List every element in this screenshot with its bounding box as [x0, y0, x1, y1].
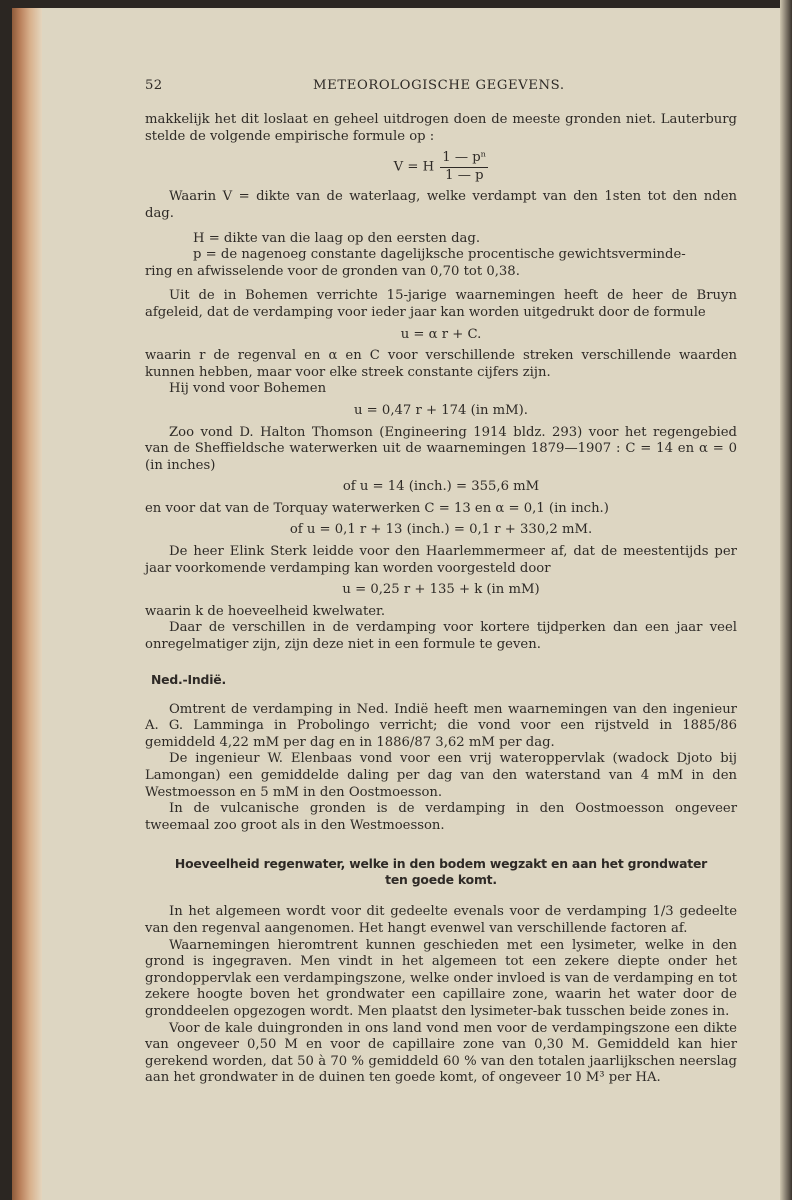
paragraph: Zoo vond D. Halton Thomson (Engineering 1914 bldz. 293) voor het regengebied van de Sheffieldsche waterwerken uit de waarnemingen 1879—1907 : C = 14 en α = 0 (in inches) [145, 424, 737, 473]
definition-p: p = de nagenoeg constante dagelijksche procentische gewichtsverminde- [193, 247, 686, 263]
running-header [145, 78, 737, 100]
equation: u = 0,25 r + 135 + k (in mM) [342, 582, 540, 598]
paragraph: waarin k de hoeveelheid kwelwater. [145, 603, 386, 619]
section-heading-ned-indie: Ned.-Indië. [151, 671, 226, 687]
paragraph: Voor de kale duingronden in ons land vond men voor de verdampingszone een dikte van ongeveer 0,50 M en voor de capillaire zone van 0,30 M. Gemiddeld kan hier gerekend worden, dat 50 à 70 % gemiddeld 60 % van den totalen jaarlijkschen neerslag aan het grondwater in de duinen ten goede komt, of ongeveer 10 M³ per HA. [145, 1020, 737, 1086]
paragraph: In de vulcanische gronden is de verdamping in den Oostmoesson ongeveer tweemaal zoo groot als in den Westmoesson. [145, 801, 737, 833]
paragraph: Waarnemingen hieromtrent kunnen geschieden met een lysimeter, welke in den grond is ingegraven. Men vindt in het algemeen tot een zekere diepte onder het grondoppervlak een verdampingszone, welke onder invloed is van de verdamping en tot zekere hoogte boven het grondwater een capillaire zone, waarin het water door de gronddeelen opgezogen wordt. Men plaatst den lysimeter-bak tusschen beide zones in. [145, 937, 737, 1019]
page-number: 52 [145, 78, 163, 93]
document-page [145, 78, 737, 1087]
page-right-edge [780, 0, 792, 1200]
paragraph: makkelijk het dit loslaat en geheel uitdrogen doen de meeste gronden niet. Lauterburg stelde de volgende empirische formule op : [145, 112, 737, 144]
paragraph: Waarin V = dikte van de waterlaag, welke verdampt van den 1sten tot den nden dag. [145, 189, 737, 221]
equation-lauterburg [145, 150, 737, 184]
paragraph: en voor dat van de Torquay waterwerken C = 13 en α = 0,1 (in inch.) [145, 500, 609, 516]
paragraph: Hij vond voor Bohemen [169, 381, 327, 397]
paragraph: Uit de in Bohemen verrichte 15-jarige waarnemingen heeft de heer de Bruyn afgeleid, dat de verdamping voor ieder jaar kan worden uitgedrukt door de formule [145, 288, 737, 320]
paragraph: In het algemeen wordt voor dit gedeelte evenals voor de verdamping 1/3 gedeelte van den regenval aangenomen. Het hangt evenwel van verschillende factoren af. [145, 904, 737, 936]
equation: of u = 0,1 r + 13 (inch.) = 0,1 r + 330,2 mM. [289, 522, 593, 538]
paragraph: Daar de verschillen in de verdamping voor kortere tijdperken dan een jaar veel onregelmatiger zijn, zijn deze niet in een formule te geven. [145, 620, 737, 653]
paragraph-continuation: ring en afwisselende voor de gronden van 0,70 tot 0,38. [145, 263, 520, 279]
heading-line: ten goede komt. [385, 872, 497, 888]
paragraph: waarin r de regenval en α en C voor verschillende streken verschillende waarden kunnen hebben, maar voor elke streek constante cijfers zijn. [145, 348, 737, 380]
equation-lhs: V = H [393, 159, 435, 175]
heading-line: Hoeveelheid regenwater, welke in den bodem wegzakt en aan het grondwater [174, 856, 708, 872]
book-spine-edge [12, 8, 42, 1200]
section-heading-regenwater [145, 856, 737, 888]
equation: u = α r + C. [400, 326, 482, 342]
fraction-numerator: 1 — pⁿ [440, 150, 488, 168]
equation: u = 0,47 r + 174 (in mM). [354, 402, 528, 418]
definition-h: H = dikte van die laag op den eersten dag. [193, 230, 481, 246]
paragraph: Omtrent de verdamping in Ned. Indië heeft men waarnemingen van den ingenieur A. G. Lamminga in Probolingo verricht; die vond voor een rijstveld in 1885/86 gemiddeld 4,22 mM per dag en in 1886/87 3,62 mM per dag. [145, 701, 737, 750]
running-title: METEOROLOGISCHE GEGEVENS. [313, 78, 565, 93]
paragraph: De ingenieur W. Elenbaas vond voor een vrij wateroppervlak (wadock Djoto bij Lamongan) een gemiddelde daling per dag van den waterstand van 4 mM in den Westmoesson en 5 mM in den Oostmoesson. [145, 751, 737, 800]
paragraph: De heer Elink Sterk leidde voor den Haarlemmermeer af, dat de meestentijds per jaar voorkomende verdamping kan worden voorgesteld door [145, 544, 737, 576]
fraction-denominator: 1 — p [445, 167, 484, 183]
equation: of u = 14 (inch.) = 355,6 mM [342, 479, 540, 495]
fraction [440, 150, 488, 184]
